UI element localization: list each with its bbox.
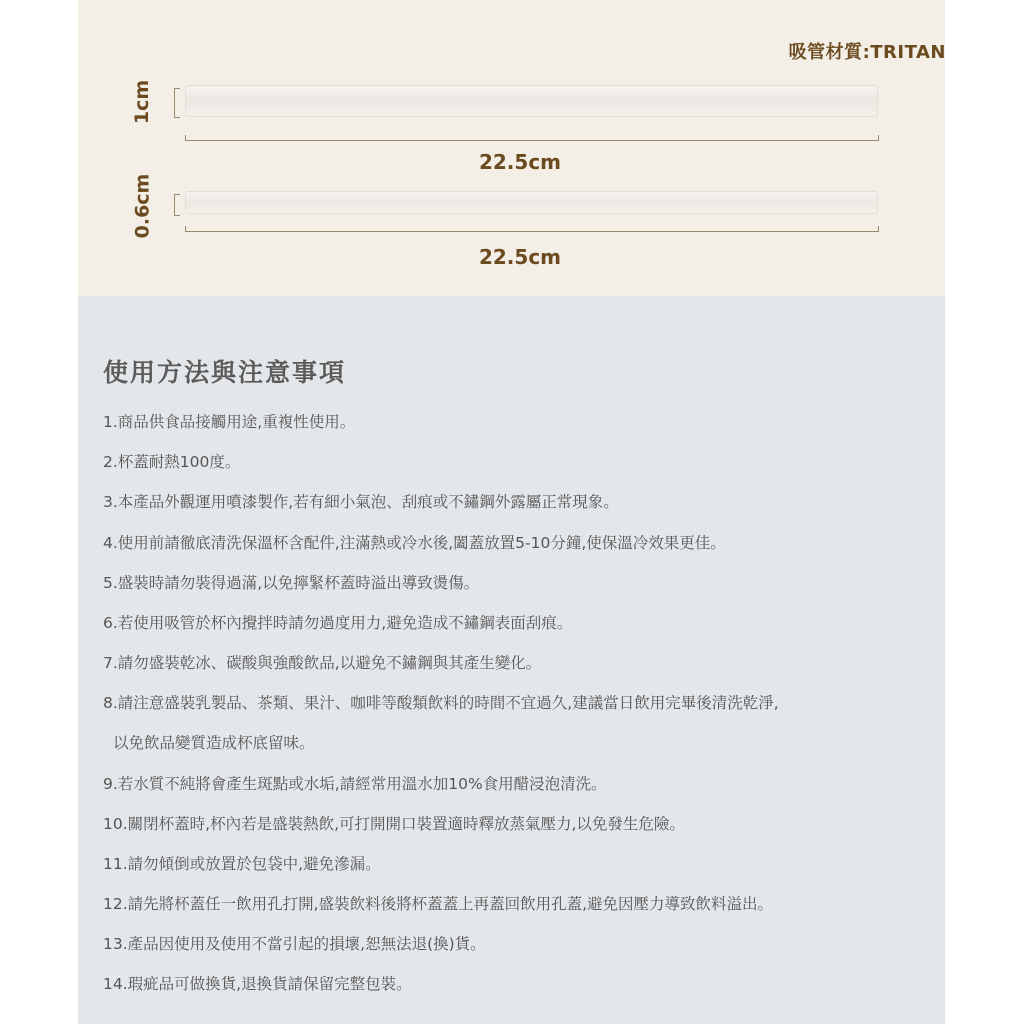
note-item: 14.瑕疵品可做換貨,退換貨請保留完整包裝。 <box>103 975 412 994</box>
note-item: 12.請先將杯蓋任一飲用孔打開,盛裝飲料後將杯蓋蓋上再蓋回飲用孔蓋,避免因壓力導致飲料溢出。 <box>103 895 774 914</box>
usage-notes-title: 使用方法與注意事項 <box>103 358 347 387</box>
straw-2-diameter-label: 0.6cm <box>131 173 153 239</box>
straw-2-diameter-bracket <box>174 194 180 216</box>
note-item: 4.使用前請徹底清洗保溫杯含配件,注滿熱或冷水後,闔蓋放置5-10分鐘,使保溫冷效果更佳。 <box>103 533 726 552</box>
straw-2-length-line <box>185 226 879 232</box>
note-item-line-2: 以免飲品變質造成杯底留味。 <box>113 734 315 753</box>
straw-2-length-label: 22.5cm <box>478 245 562 269</box>
note-item: 11.請勿傾倒或放置於包袋中,避免滲漏。 <box>103 854 381 873</box>
straw-2-image <box>185 191 878 214</box>
note-item: 10.關閉杯蓋時,杯內若是盛裝熱飲,可打開開口裝置適時釋放蒸氣壓力,以免發生危險。 <box>103 814 685 833</box>
note-item <box>103 693 779 753</box>
note-item: 9.若水質不純將會產生斑點或水垢,請經常用溫水加10%食用醋浸泡清洗。 <box>103 774 607 793</box>
usage-notes-list <box>103 412 779 1015</box>
note-item: 2.杯蓋耐熱100度。 <box>103 453 241 472</box>
note-item: 6.若使用吸管於杯內攪拌時請勿過度用力,避免造成不鏽鋼表面刮痕。 <box>103 613 573 632</box>
straw-1-image <box>185 85 878 117</box>
straw-1-diameter-bracket <box>174 88 180 118</box>
straw-1-diameter-label: 1cm <box>131 79 153 125</box>
note-item-line-1: 8.請注意盛裝乳製品、茶類、果汁、咖啡等酸類飲料的時間不宜過久,建議當日飲用完畢後清洗乾淨, <box>103 694 779 713</box>
note-item: 5.盛裝時請勿裝得過滿,以免擰緊杯蓋時溢出導致燙傷。 <box>103 573 480 592</box>
straw-material-label: 吸管材質:TRITAN <box>788 42 946 63</box>
note-item: 7.請勿盛裝乾冰、碳酸與強酸飲品,以避免不鏽鋼與其產生變化。 <box>103 654 542 673</box>
note-item: 3.本產品外觀運用噴漆製作,若有細小氣泡、刮痕或不鏽鋼外露屬正常現象。 <box>103 493 619 512</box>
note-item: 13.產品因使用及使用不當引起的損壞,恕無法退(換)貨。 <box>103 935 486 954</box>
straw-1-length-label: 22.5cm <box>478 150 562 174</box>
straw-1-length-line <box>185 135 879 141</box>
note-item: 1.商品供食品接觸用途,重複性使用。 <box>103 413 356 431</box>
